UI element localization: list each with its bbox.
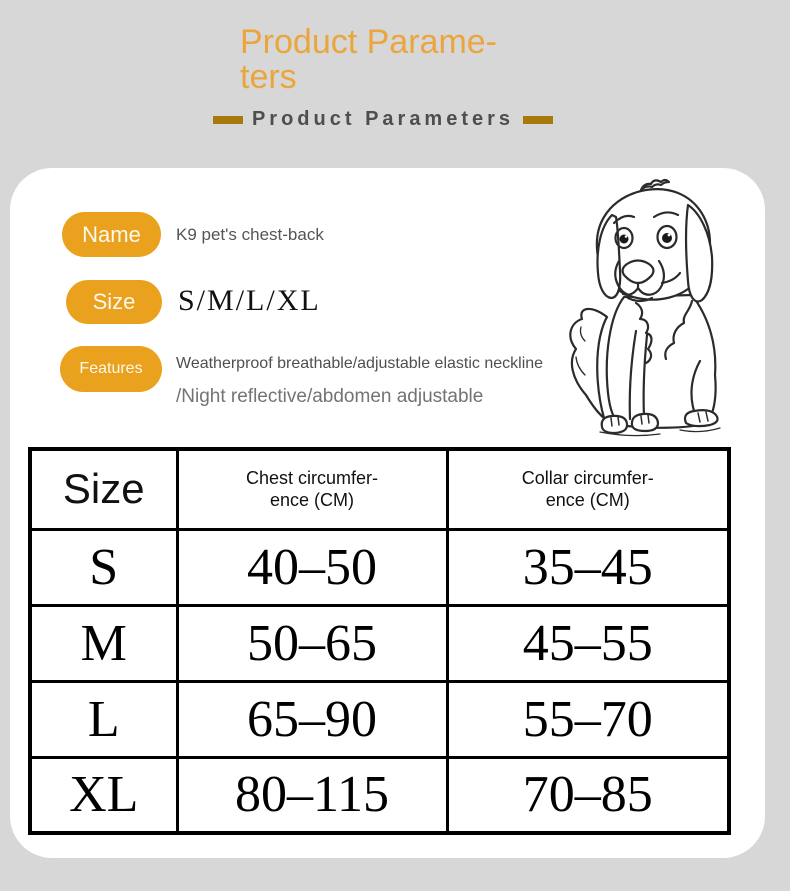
product-size-value: S/M/L/XL — [178, 284, 321, 317]
features-label: Features — [79, 360, 143, 377]
row-m-size: M — [30, 605, 177, 681]
features-value-line2: /Night reflective/abdomen adjustable — [176, 386, 484, 407]
page-title-line1: Product Parame- — [240, 23, 497, 61]
row-s-size: S — [30, 529, 177, 605]
row-l-chest: 65–90 — [177, 681, 447, 757]
table-row — [30, 681, 729, 757]
page-title-line2: ters — [240, 58, 297, 96]
table-row — [30, 757, 729, 833]
row-l-collar: 55–70 — [447, 681, 729, 757]
product-name-value: K9 pet's chest-back — [176, 225, 324, 244]
header-chest-line2: ence (CM) — [269, 490, 354, 511]
header-collar — [447, 449, 729, 529]
size-label-pill — [66, 280, 162, 324]
row-s-collar: 35–45 — [447, 529, 729, 605]
row-m-collar: 45–55 — [447, 605, 729, 681]
name-label: Name — [82, 221, 141, 247]
subtitle-text: Product Parameters — [251, 108, 515, 130]
size-chart-table — [28, 447, 731, 835]
table-header-row — [30, 449, 729, 529]
header-size: Size — [30, 449, 177, 529]
size-label: Size — [92, 289, 136, 314]
features-label-pill — [60, 346, 162, 392]
row-xl-chest: 80–115 — [177, 757, 447, 833]
section-subtitle — [0, 108, 778, 131]
header-collar-line2: ence (CM) — [545, 490, 630, 511]
row-m-chest: 50–65 — [177, 605, 447, 681]
name-label-pill — [62, 212, 161, 257]
page-title — [240, 25, 497, 95]
row-xl-size: XL — [30, 757, 177, 833]
row-l-size: L — [30, 681, 177, 757]
subtitle-dash-left-icon — [213, 116, 243, 124]
row-xl-collar: 70–85 — [447, 757, 729, 833]
table-row — [30, 529, 729, 605]
row-s-chest: 40–50 — [177, 529, 447, 605]
puppy-line-drawing-illustration — [540, 165, 790, 445]
table-row — [30, 605, 729, 681]
subtitle-dash-right-icon — [523, 116, 553, 124]
features-value-line1: Weatherproof breathable/adjustable elastic neckline — [176, 355, 544, 372]
header-chest-line1: Chest circumfer- — [245, 468, 379, 489]
header-chest — [177, 449, 447, 529]
header-collar-line1: Collar circumfer- — [521, 468, 654, 489]
